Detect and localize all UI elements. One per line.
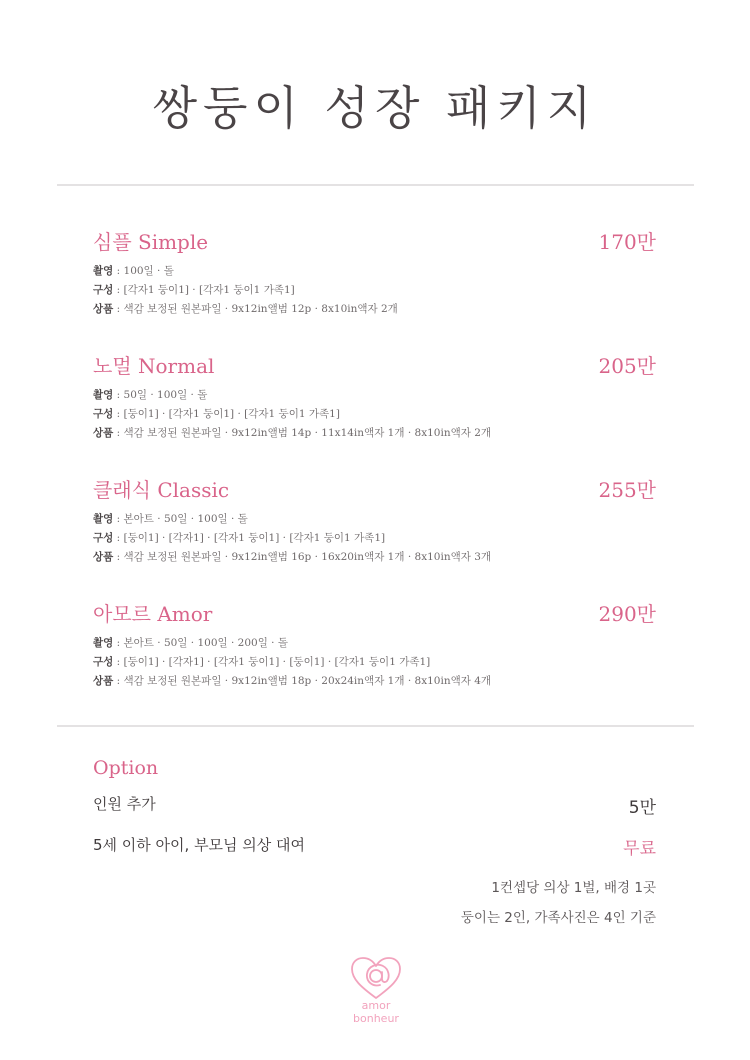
package-details	[93, 634, 656, 691]
detail-key: 구성	[93, 656, 114, 668]
detail-key: 구성	[93, 408, 114, 420]
detail-key: 촬영	[93, 389, 114, 401]
detail-value: : [각자1 둥이1] · [각자1 둥이1 가족1]	[113, 284, 295, 296]
detail-products	[93, 548, 656, 567]
detail-shoot	[93, 262, 656, 281]
note-people-count: 둥이는 2인, 가족사진은 4인 기준	[460, 910, 656, 926]
option-label: 인원 추가	[93, 795, 156, 813]
package-details	[93, 262, 656, 319]
detail-value: : 본아트 · 50일 · 100일 · 200일 · 돌	[113, 637, 289, 649]
package-name: 아모르 Amor	[93, 602, 213, 626]
package-price: 170만	[598, 230, 656, 254]
detail-key: 상품	[93, 551, 114, 563]
package-price: 255만	[598, 478, 656, 502]
detail-value: : 색감 보정된 원본파일 · 9x12in앨범 16p · 16x20in액자 1개 · 8x10in액자 3개	[113, 551, 492, 563]
package-name: 클래식 Classic	[93, 478, 230, 502]
package-amor	[93, 598, 656, 691]
detail-value: : 색감 보정된 원본파일 · 9x12in앨범 18p · 20x24in액자 1개 · 8x10in액자 4개	[113, 675, 492, 687]
detail-value: : [둥이1] · [각자1 둥이1] · [각자1 둥이1 가족1]	[113, 408, 340, 420]
detail-key: 상품	[93, 303, 114, 315]
package-normal	[93, 350, 656, 443]
option-title: Option	[93, 757, 159, 779]
package-header	[93, 474, 656, 502]
package-header	[93, 598, 656, 626]
option-price: 5만	[628, 798, 656, 818]
detail-composition	[93, 281, 656, 300]
detail-composition	[93, 405, 656, 424]
package-header	[93, 226, 656, 254]
package-classic	[93, 474, 656, 567]
detail-key: 상품	[93, 427, 114, 439]
option-label: 5세 이하 아이, 부모님 의상 대여	[93, 836, 306, 854]
logo-word-bonheur: bonheur	[353, 1012, 399, 1025]
package-price: 205만	[598, 354, 656, 378]
detail-key: 촬영	[93, 637, 114, 649]
package-simple	[93, 226, 656, 319]
detail-value: : 본아트 · 50일 · 100일 · 돌	[113, 513, 248, 525]
detail-products	[93, 424, 656, 443]
detail-value: : 색감 보정된 원본파일 · 9x12in앨범 14p · 11x14in액자 1개 · 8x10in액자 2개	[113, 427, 492, 439]
detail-products	[93, 300, 656, 319]
detail-shoot	[93, 510, 656, 529]
package-name: 노멀 Normal	[93, 354, 215, 378]
top-divider	[57, 184, 694, 186]
package-details	[93, 510, 656, 567]
detail-key: 구성	[93, 532, 114, 544]
package-details	[93, 386, 656, 443]
detail-key: 상품	[93, 675, 114, 687]
logo-word-amor: amor	[361, 999, 391, 1012]
detail-value: : [둥이1] · [각자1] · [각자1 둥이1] · [각자1 둥이1 가족1]	[113, 532, 386, 544]
detail-products	[93, 672, 656, 691]
detail-key: 구성	[93, 284, 114, 296]
brand-logo	[345, 955, 407, 1029]
detail-value: : 색감 보정된 원본파일 · 9x12in앨범 12p · 8x10in액자 2개	[113, 303, 398, 315]
detail-value: : 50일 · 100일 · 돌	[113, 389, 208, 401]
note-costume: 1컨셉당 의상 1벌, 배경 1곳	[491, 880, 656, 896]
option-row-extra-person	[93, 793, 656, 819]
package-price: 290만	[598, 602, 656, 626]
detail-value: : [둥이1] · [각자1] · [각자1 둥이1] · [둥이1] · [각자1 둥이1 가족1]	[113, 656, 431, 668]
package-header	[93, 350, 656, 378]
page-title: 쌍둥이 성장 패키지	[152, 81, 598, 135]
bottom-divider	[57, 725, 694, 727]
heart-at-icon	[345, 955, 407, 1001]
option-price-free: 무료	[623, 839, 656, 859]
detail-shoot	[93, 386, 656, 405]
detail-composition	[93, 653, 656, 672]
package-name: 심플 Simple	[93, 230, 209, 254]
detail-key: 촬영	[93, 265, 114, 277]
detail-shoot	[93, 634, 656, 653]
option-row-costume-rental	[93, 834, 656, 860]
detail-composition	[93, 529, 656, 548]
detail-key: 촬영	[93, 513, 114, 525]
detail-value: : 100일 · 돌	[113, 265, 174, 277]
